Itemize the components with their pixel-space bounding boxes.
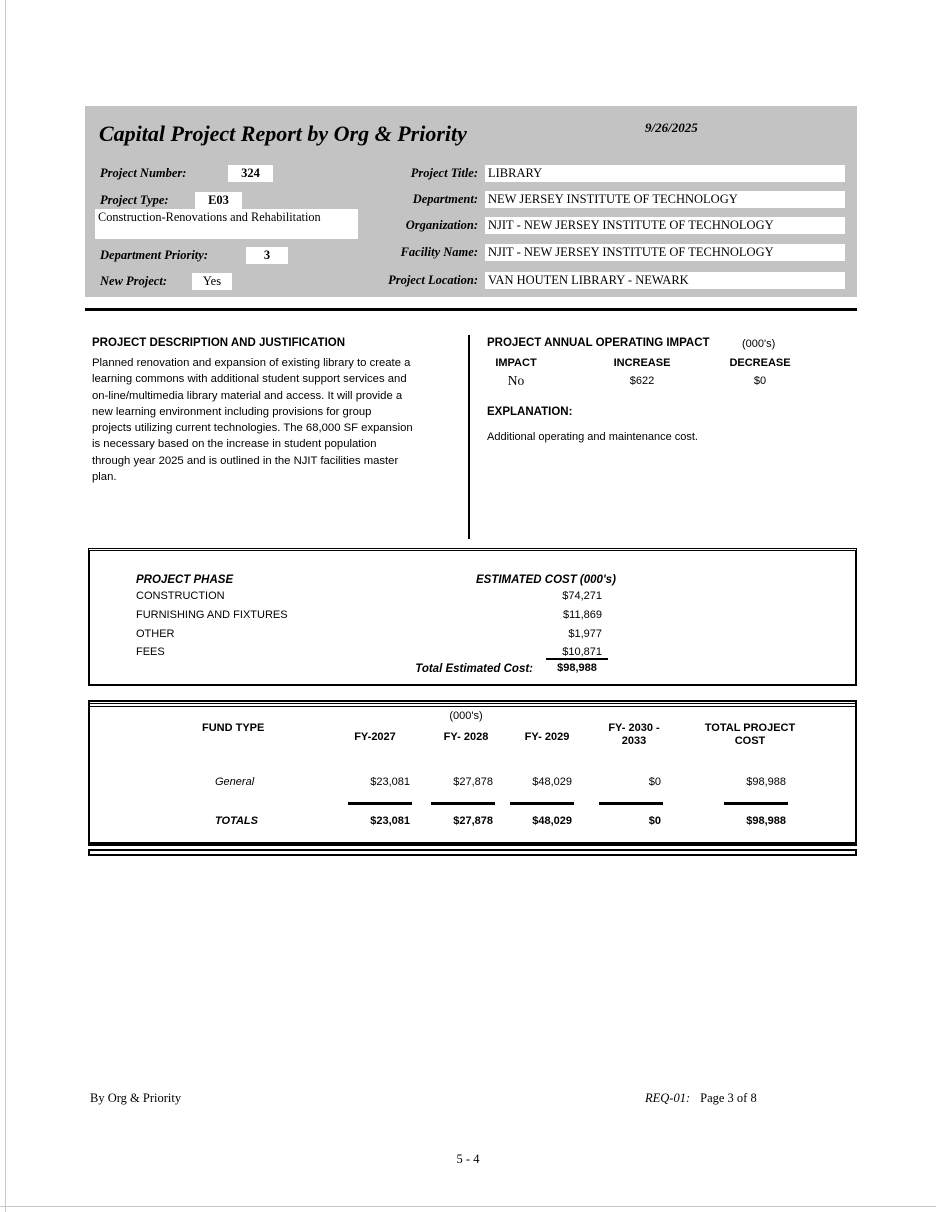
- fund-row-value: $48,029: [532, 776, 572, 788]
- phase-row-label: OTHER: [136, 628, 175, 640]
- department-priority-field: 3: [246, 247, 288, 264]
- report-code: REQ-01:: [645, 1091, 691, 1105]
- fund-row-label: General: [215, 776, 255, 788]
- totals-value: $98,988: [746, 815, 786, 827]
- closing-rule: [88, 849, 857, 856]
- fund-row-value: $0: [648, 776, 661, 788]
- new-project-label: New Project:: [100, 274, 167, 288]
- explanation-text: Additional operating and maintenance cost.: [487, 431, 698, 443]
- header-separator-rule: [85, 308, 857, 311]
- total-estimated-cost-label: Total Estimated Cost:: [415, 663, 533, 675]
- description-body: Planned renovation and expansion of existing library to create a learning commons with additional student support services and on-line/multimedia library material and access. It will provide a new learning environment including provisions for group projects utilizing current technologies. The 68,000 SF expansion is necessary based on the increase in student population through year 2025 and is outlined in the NJIT facilities master plan.: [92, 357, 413, 484]
- facility-name-field: NJIT - NEW JERSEY INSTITUTE OF TECHNOLOGY: [485, 244, 845, 261]
- footer-page-info: [645, 1091, 757, 1106]
- totals-value: $48,029: [532, 815, 572, 827]
- new-project-field: Yes: [192, 273, 232, 290]
- totals-rule: [599, 802, 663, 805]
- page-edge-left: [5, 0, 6, 1212]
- project-location-label: Project Location:: [388, 273, 478, 287]
- facility-name-label: Facility Name:: [400, 245, 478, 259]
- phase-row-label: FEES: [136, 646, 165, 658]
- project-title-field: LIBRARY: [485, 165, 845, 182]
- totals-rule: [724, 802, 788, 805]
- page-number: 5 - 4: [456, 1152, 480, 1166]
- report-date: 9/26/2025: [645, 120, 698, 135]
- page-edge-bottom: [0, 1206, 936, 1207]
- fy-2028-header: FY- 2028: [443, 731, 489, 743]
- totals-rule: [348, 802, 412, 805]
- section-vertical-divider: [468, 335, 470, 539]
- organization-field: NJIT - NEW JERSEY INSTITUTE OF TECHNOLOGY: [485, 217, 845, 234]
- report-header: [85, 106, 857, 297]
- fund-type-table: [88, 700, 857, 846]
- fund-row-value: $27,878: [453, 776, 493, 788]
- totals-label: TOTALS: [215, 815, 258, 827]
- page-title: Capital Project Report by Org & Priority: [99, 121, 467, 146]
- project-number-field: 324: [228, 165, 273, 182]
- fund-row-value: $98,988: [746, 776, 786, 788]
- project-location-field: VAN HOUTEN LIBRARY - NEWARK: [485, 272, 845, 289]
- impact-value: No: [507, 373, 525, 388]
- footer-report-name: By Org & Priority: [90, 1091, 182, 1105]
- fy-2030-2033-header: FY- 2030 - 2033: [608, 722, 660, 747]
- project-type-description-field: Construction-Renovations and Rehabilitation: [95, 209, 358, 239]
- description-heading: PROJECT DESCRIPTION AND JUSTIFICATION: [92, 337, 346, 349]
- phase-row-value: $10,871: [562, 646, 602, 658]
- totals-rule: [431, 802, 495, 805]
- operating-impact-section: [487, 337, 860, 517]
- totals-rule: [510, 802, 574, 805]
- total-project-cost-header: TOTAL PROJECT COST: [704, 722, 796, 747]
- phase-column-header: PROJECT PHASE: [136, 574, 234, 586]
- department-field: NEW JERSEY INSTITUTE OF TECHNOLOGY: [485, 191, 845, 208]
- phase-row-value: $1,977: [568, 628, 602, 640]
- impact-units: (000's): [742, 338, 776, 350]
- project-type-label: Project Type:: [100, 193, 169, 207]
- fy-2029-header: FY- 2029: [524, 731, 570, 743]
- phase-row-value: $11,869: [563, 609, 602, 621]
- organization-label: Organization:: [405, 218, 478, 232]
- decrease-col-header: DECREASE: [729, 357, 791, 369]
- project-phase-table: [88, 548, 857, 686]
- total-estimated-cost-value: $98,988: [546, 658, 608, 674]
- increase-col-header: INCREASE: [613, 357, 671, 369]
- project-description-section: [92, 337, 472, 485]
- totals-value: $0: [648, 815, 661, 827]
- fy-2027-header: FY-2027: [354, 731, 396, 743]
- phase-row-label: FURNISHING AND FIXTURES: [136, 609, 288, 621]
- project-title-label: Project Title:: [410, 166, 478, 180]
- fund-table-units: (000's): [449, 710, 483, 722]
- fund-type-header: FUND TYPE: [202, 722, 265, 734]
- phase-row-value: $74,271: [562, 590, 602, 602]
- totals-value: $23,081: [370, 815, 410, 827]
- decrease-value: $0: [753, 375, 767, 387]
- department-label: Department:: [412, 192, 478, 206]
- department-priority-label: Department Priority:: [100, 248, 208, 262]
- increase-value: $622: [629, 375, 655, 387]
- estimated-cost-header: ESTIMATED COST (000's): [476, 574, 616, 586]
- project-type-field: E03: [195, 192, 242, 209]
- project-number-label: Project Number:: [100, 166, 187, 180]
- fund-row-value: $23,081: [370, 776, 410, 788]
- explanation-label: EXPLANATION:: [487, 406, 573, 418]
- phase-row-label: CONSTRUCTION: [136, 590, 225, 602]
- impact-col-header: IMPACT: [495, 357, 537, 369]
- impact-heading: PROJECT ANNUAL OPERATING IMPACT: [487, 337, 710, 349]
- totals-value: $27,878: [453, 815, 493, 827]
- page-indicator: Page 3 of 8: [700, 1091, 757, 1105]
